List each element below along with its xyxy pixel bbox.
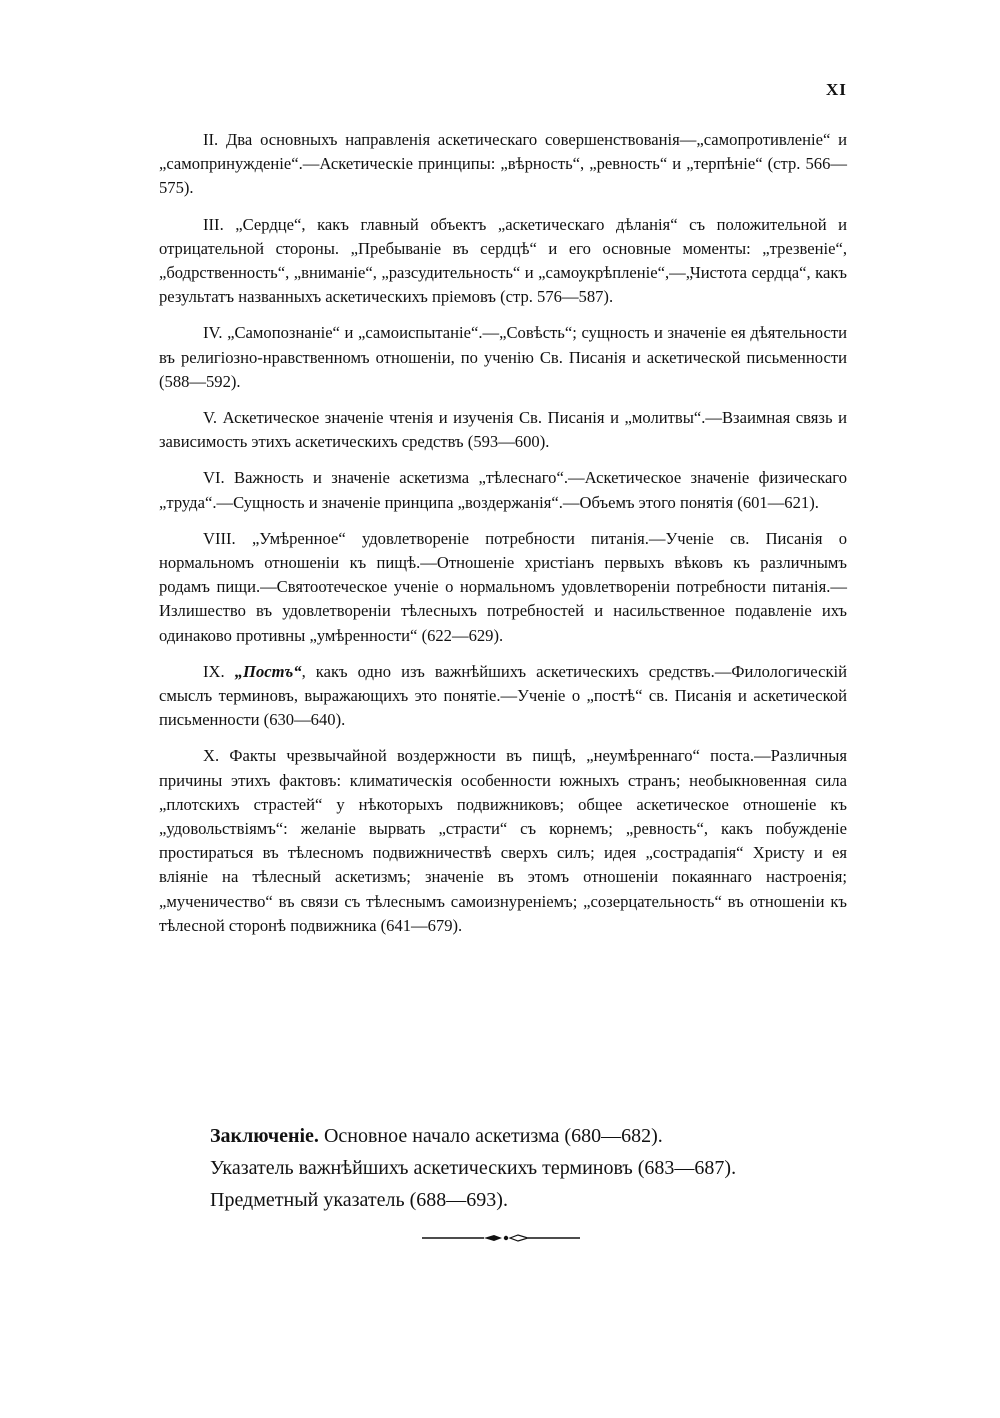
index-terms-line: Указатель важнѣйшихъ аскетическихъ терминовъ (683—687).	[210, 1157, 737, 1179]
entry-text: Два основныхъ направленія аскетическаго совершенствованія—„самопротивленіе“ и „самопринужденіе“.—Аскетическіе принципы: „вѣрность“, „ревность“ и „терпѣніе“ (стр. 566—575).	[159, 130, 847, 198]
entry-text: , какъ одно изъ важнѣйшихъ аскетическихъ средствъ.—Филологическій смыслъ терминовъ, выражающихъ это понятіе.—Ученіе о „постѣ“ св. Писанія и аскетической письменности (630—640).	[159, 661, 847, 730]
entry-text: „Сердце“, какъ главный объектъ „аскетическаго дѣланія“ съ положительной и отрицательной стороны. „Пребываніе въ сердцѣ“ и его основные моменты: „трезвеніе“, „бодрственность“, „вниманіе“, „разсудительность“ и „самоукрѣпленіе“,—„Чистота сердца“, какъ результатъ названныхъ аскетическихъ пріемовъ (стр. 576—587).	[159, 214, 847, 307]
contents-entry-IX	[159, 660, 847, 733]
entry-numeral: II.	[203, 130, 219, 149]
table-of-contents	[159, 128, 847, 950]
entry-numeral: VIII.	[203, 528, 236, 548]
entry-numeral: X.	[203, 746, 220, 766]
end-ornament	[422, 1232, 580, 1244]
conclusion-text: Основное начало аскетизма (680—682).	[323, 1125, 663, 1147]
entry-text: Важность и значеніе аскетизма „тѣлеснаго“.—Аскетическое значеніе физическаго „труда“.—Сущность и значеніе принципа „воздержанія“.—Объемъ этого понятія (601—621).	[159, 468, 847, 512]
conclusion-line	[210, 1120, 860, 1152]
subject-index-line: Предметный указатель (688—693).	[210, 1189, 508, 1211]
contents-entry-II	[159, 128, 847, 201]
contents-entry-VI	[159, 466, 847, 514]
entry-text: „Умѣренное“ удовлетвореніе потребности питанія.—Ученіе св. Писанія о нормальномъ отношеніи къ пищѣ.—Отношеніе христіанъ первыхъ вѣковъ къ различнымъ родамъ пищи.—Святоотеческое ученіе о нормальномъ удовлетвореніи потребности питанія.—Излишество въ удовлетвореніи тѣлесныхъ потребностей и насильственное подавленіе ихъ одинаково противны „умѣренности“ (622—629).	[159, 528, 847, 645]
page-number: XI	[826, 80, 847, 99]
entry-text: Аскетическое значеніе чтенія и изученія Св. Писанія и „молитвы“.—Взаимная связь и зависимость этихъ аскетическихъ средствъ (593—600).	[159, 408, 847, 452]
contents-entry-III	[159, 213, 847, 310]
contents-entry-IV	[159, 321, 847, 394]
contents-entry-VIII	[159, 527, 847, 648]
conclusion-block	[210, 1120, 860, 1216]
entry-numeral: V.	[203, 408, 217, 428]
conclusion-heading: Заключеніе.	[210, 1125, 319, 1147]
contents-entry-V	[159, 406, 847, 454]
entry-numeral: IV.	[203, 323, 223, 343]
contents-entry-X	[159, 744, 847, 938]
entry-numeral: III.	[203, 214, 224, 234]
entry-text: „Самопознаніе“ и „самоиспытаніе“.—„Совѣсть“; сущность и значеніе ея дѣятельности въ религіозно-нравственномъ отношеніи, по ученію Св. Писанія и аскетической письменности (588—592).	[159, 323, 847, 391]
entry-emphasis: „Постъ“	[234, 661, 302, 681]
entry-text: Факты чрезвычайной воздержности въ пищѣ, „неумѣреннаго“ поста.—Различныя причины этихъ фактовъ: климатическія особенности южныхъ странъ; необыкновенная сила „плотскихъ страстей“ у нѣкоторыхъ подвижниковъ; общее аскетическое отношеніе къ „удовольствіямъ“: желаніе вырвать „страсти“ съ корнемъ; „ревность“, какъ побужденіе простираться въ тѣлесномъ подвижничествѣ сверхъ силъ; идея „сострадапія“ Христу и ея вліяніе на тѣлесный аскетизмъ; значеніе въ этомъ отношеніи покаяннаго настроенія; „мученичество“ въ связи съ тѣлеснымъ самоизнуреніемъ; „созерцательность“ въ отношеніи къ тѣлесной сторонѣ подвижника (641—679).	[159, 746, 847, 935]
entry-numeral: IX.	[203, 661, 225, 681]
entry-numeral: VI.	[203, 468, 225, 488]
